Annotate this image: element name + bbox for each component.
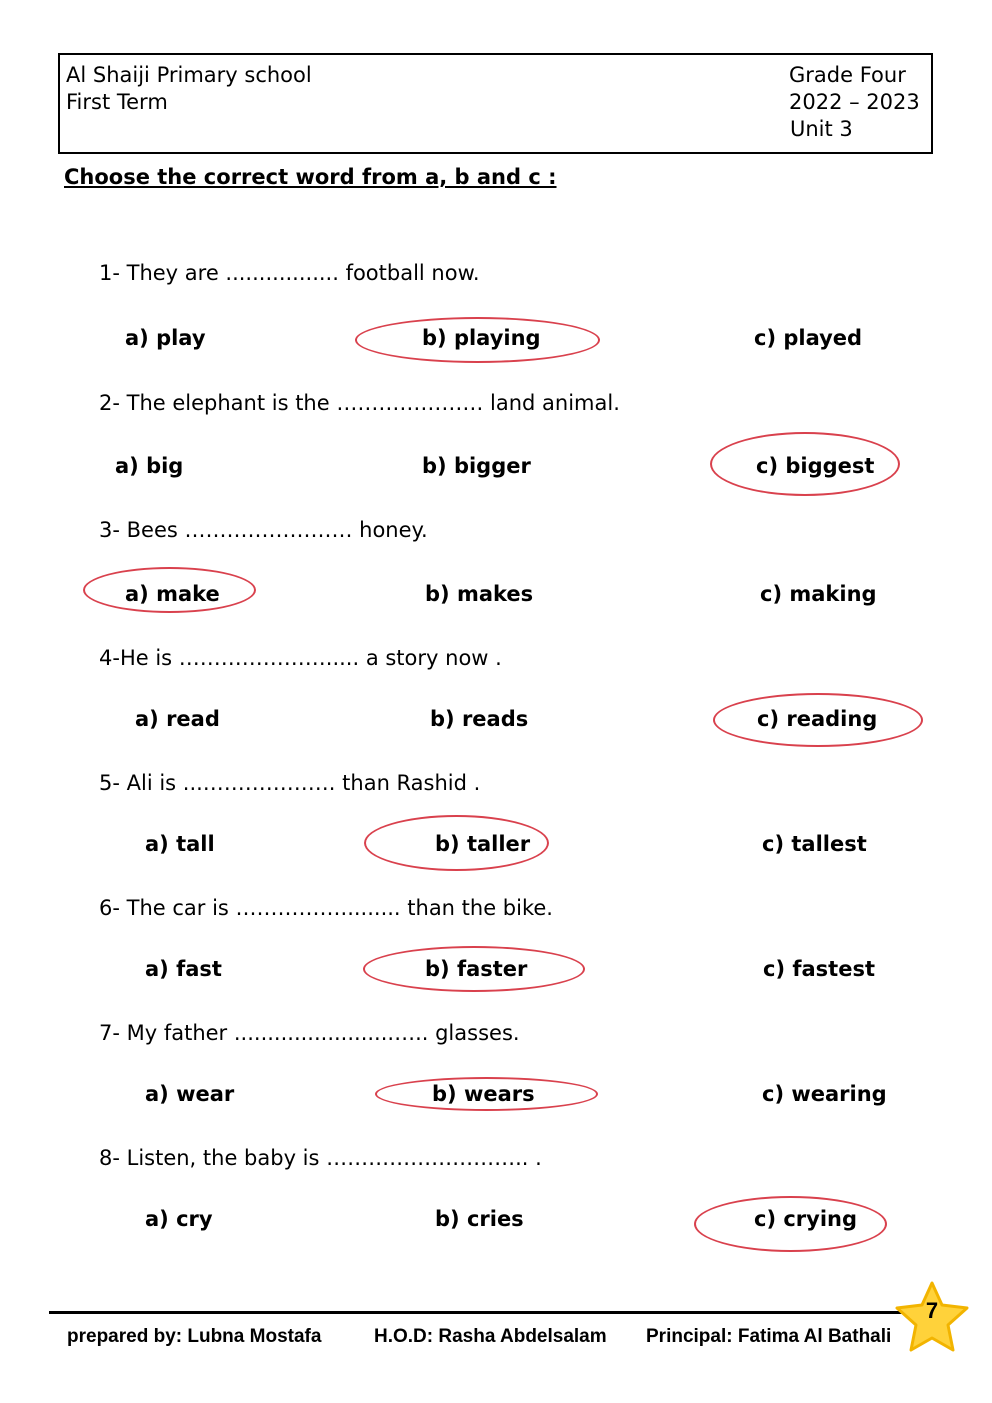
page-number: 7 (925, 1298, 939, 1323)
q4-option-a[interactable]: a) read (135, 707, 220, 731)
footer-prepared-by: prepared by: Lubna Mostafa (67, 1326, 322, 1347)
q2-option-a[interactable]: a) big (115, 454, 184, 478)
q1-option-c[interactable]: c) played (754, 326, 863, 350)
q8-option-b[interactable]: b) cries (435, 1207, 524, 1231)
year-label: 2022 – 2023 (789, 90, 920, 114)
term-label: First Term (66, 90, 168, 114)
question-4: 4-He is …………………..... a story now . (99, 646, 502, 670)
q5-option-c[interactable]: c) tallest (762, 832, 867, 856)
q4-option-c[interactable]: c) reading (757, 707, 878, 731)
q8-option-c[interactable]: c) crying (754, 1207, 858, 1231)
q3-option-b[interactable]: b) makes (425, 582, 534, 606)
school-name: Al Shaiji Primary school (66, 63, 312, 87)
question-5: 5- Ali is ...………………. than Rashid . (99, 771, 481, 795)
q7-option-a[interactable]: a) wear (145, 1082, 235, 1106)
unit-label: Unit 3 (790, 117, 853, 141)
question-8: 8- Listen, the baby is ……………………….. . (99, 1146, 542, 1170)
q5-option-b[interactable]: b) taller (435, 832, 531, 856)
q7-option-b[interactable]: b) wears (432, 1082, 535, 1106)
q6-option-c[interactable]: c) fastest (763, 957, 875, 981)
question-7: 7- My father ........................….. glasses. (99, 1021, 520, 1045)
q7-option-c[interactable]: c) wearing (762, 1082, 887, 1106)
q5-option-a[interactable]: a) tall (145, 832, 215, 856)
question-3: 3- Bees …………………… honey. (99, 518, 428, 542)
q4-option-b[interactable]: b) reads (430, 707, 529, 731)
q6-option-a[interactable]: a) fast (145, 957, 222, 981)
q3-option-c[interactable]: c) making (760, 582, 877, 606)
q2-option-b[interactable]: b) bigger (422, 454, 531, 478)
q1-option-b[interactable]: b) playing (422, 326, 541, 350)
q3-option-a[interactable]: a) make (125, 582, 220, 606)
question-1: 1- They are ................. football now. (99, 261, 480, 285)
q1-option-a[interactable]: a) play (125, 326, 206, 350)
footer-divider (49, 1311, 902, 1314)
question-6: 6- The car is ……………......... than the bike. (99, 896, 553, 920)
footer-principal: Principal: Fatima Al Bathali (646, 1326, 892, 1347)
q2-option-c[interactable]: c) biggest (756, 454, 875, 478)
instruction-heading: Choose the correct word from a, b and c : (64, 165, 557, 189)
grade-label: Grade Four (789, 63, 906, 87)
footer-hod: H.O.D: Rasha Abdelsalam (374, 1326, 607, 1347)
q6-option-b[interactable]: b) faster (425, 957, 528, 981)
question-2: 2- The elephant is the ………………… land animal. (99, 391, 620, 415)
q8-option-a[interactable]: a) cry (145, 1207, 213, 1231)
